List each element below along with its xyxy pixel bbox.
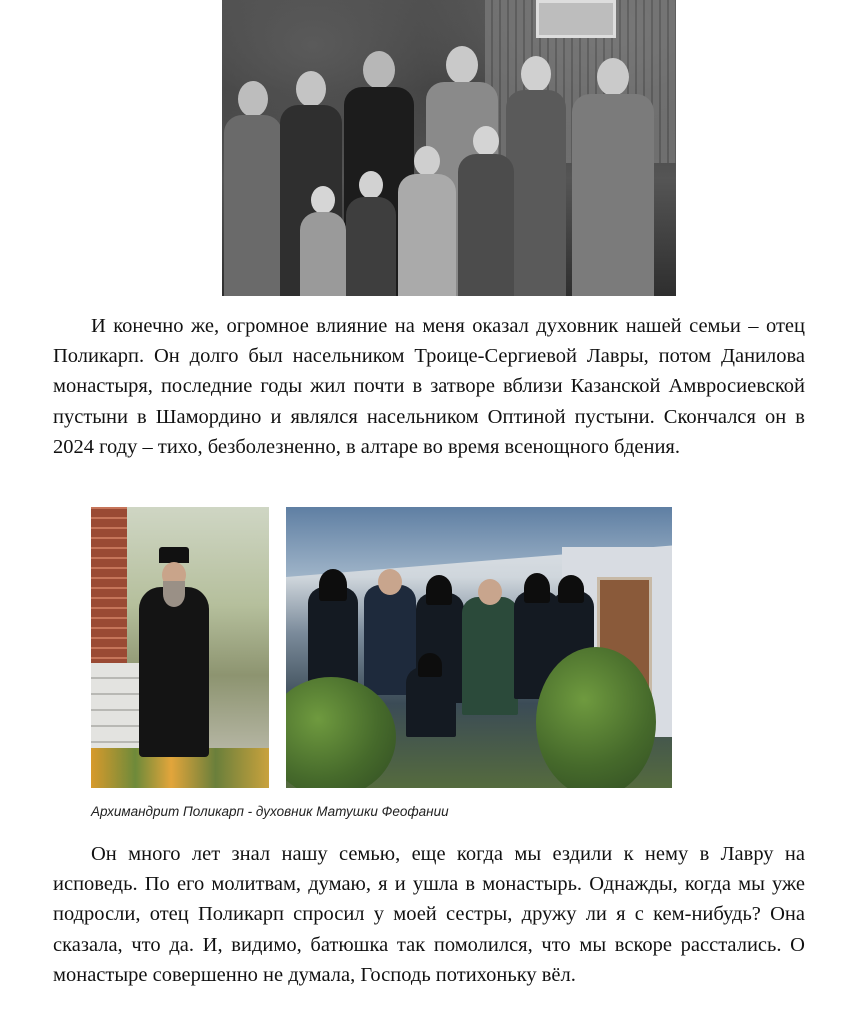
child-figure <box>458 126 514 296</box>
group-person-head <box>426 575 452 605</box>
group-person-head <box>418 653 442 677</box>
group-person-head <box>558 575 584 603</box>
family-photo <box>222 0 676 296</box>
person-figure <box>224 81 282 296</box>
house-window <box>536 0 616 38</box>
group-person-head <box>378 569 402 595</box>
monk-photo <box>91 507 269 788</box>
photo-caption: Архимандрит Поликарп - духовник Матушки Феофании <box>91 804 449 819</box>
kneeling-person <box>406 667 456 737</box>
child-figure <box>300 186 346 296</box>
child-figure <box>346 171 396 296</box>
person-figure <box>572 58 654 296</box>
paragraph-polikarp-intro: И конечно же, огромное влияние на меня оказал духовник нашей семьи – отец Поликарп. Он долго был насельником Троице-Сергиевой Лавры, потом Данилова монастыря, последние годы жил почти в затворе вблизи Казанской Амвросиевской пустыни в Шамордино и являлся насельником Оптиной пустыни. Скончался он в 2024 году – тихо, безболезненно, в алтаре во время всенощного бдения. <box>53 315 805 458</box>
child-figure <box>398 146 456 296</box>
priest-figure <box>462 597 518 715</box>
group-person-head <box>478 579 502 605</box>
group-photo <box>286 507 672 788</box>
group-person-head <box>524 573 550 603</box>
paragraph-family-memories: Он много лет знал нашу семью, еще когда мы ездили к нему в Лавру на исповедь. По его молитвам, думаю, я и ушла в монастырь. Однажды, когда мы уже подросли, отец Поликарп спросил у моей сестры, дружу ли я с кем-нибудь? Она сказала, что да. И, видимо, батюшка так помолился, что мы вскоре расстались. О монастыре совершенно не думала, Господь потихоньку вёл. <box>53 843 805 986</box>
monk-figure <box>139 547 209 757</box>
person-figure <box>506 56 566 296</box>
garden-bush <box>536 647 656 788</box>
group-person-head <box>319 569 347 601</box>
